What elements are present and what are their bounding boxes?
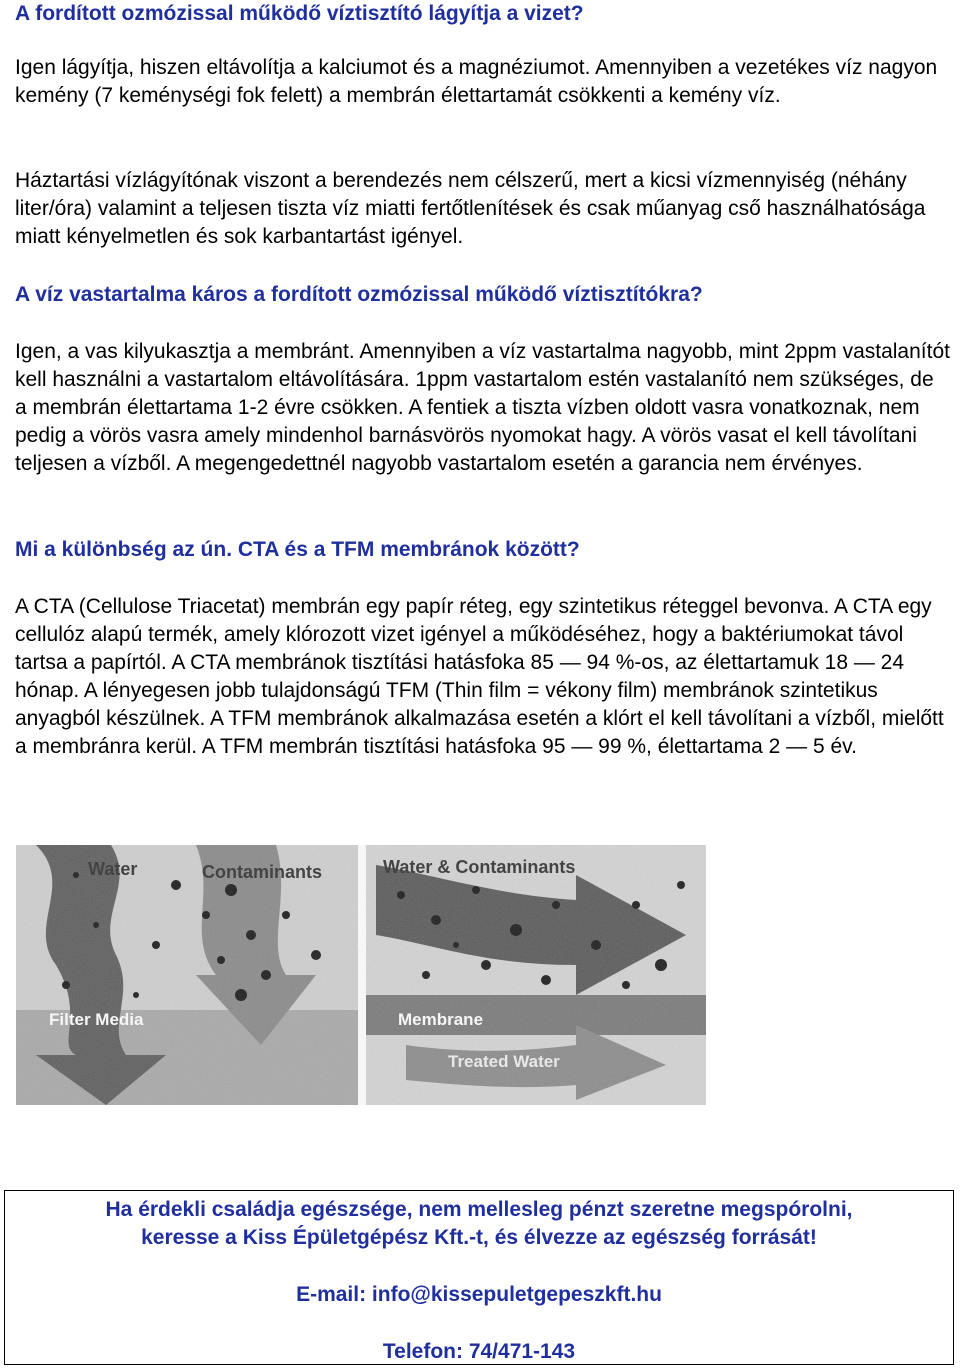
answer-1b: Háztartási vízlágyítónak viszont a berendezés nem célszerű, mert a kicsi vízmennyiség (néhány liter/óra) valamint a teljesen tiszta víz miatti fertőtlenítések és csak műanyag cső használhatósága miatt kényelmetlen és sok karbantartást igényel.: [15, 169, 926, 248]
filter-vs-membrane-figure: [16, 845, 706, 1105]
answer-1: Igen lágyítja, hiszen eltávolítja a kalciumot és a magnéziumot. Amennyiben a vezetékes víz nagyon kemény (7 keménységi fok felett) a membrán élettartamát csökkenti a kemény víz.: [15, 56, 938, 107]
footer-phone: Telefon: 74/471-143: [382, 1340, 576, 1363]
question-1: A fordított ozmózissal működő víztisztító lágyítja a vizet?: [15, 2, 584, 25]
footer-email[interactable]: E-mail: info@kissepuletgepeszkft.hu: [296, 1283, 662, 1306]
footer-line-1: Ha érdekli családja egészsége, nem mellesleg pénzt szeretne megspórolni,: [105, 1198, 853, 1221]
answer-2: Igen, a vas kilyukasztja a membránt. Amennyiben a víz vastartalma nagyobb, mint 2ppm vastalanítót kell használni a vastartalom eltávolítására. 1ppm vastartalom estén vastalanító nem szükséges, de a membrán élettartama 1-2 évre csökken. A fentiek a tiszta vízben oldott vasra vonatkoznak, nem pedig a vörös vasra amely mindenhol barnásvörös nyomokat hagy. A vörös vasat el kell távolítani teljesen a vízből. A megengedettnél nagyobb vastartalom esetén a garancia nem érvényes.: [15, 340, 950, 475]
answer-3: A CTA (Cellulose Triacetat) membrán egy papír réteg, egy szintetikus réteggel bevonva. A CTA egy cellulóz alapú termék, amely klórozott vizet igényel a működéséhez, hogy a baktériumokat távol tartsa a papírtól. A CTA membránok tisztítási hatásfoka 85 — 94 %-os, az élettartamuk 18 — 24 hónap. A lényegesen jobb tulajdonságú TFM (Thin film = vékony film) membránok szintetikus anyagból készülnek. A TFM membránok alkalmazása esetén a klórt el kell távolítani a vízből, mielőtt a membránra kerül. A TFM membrán tisztítási hatásfoka 95 — 99 %, élettartama 2 — 5 év.: [15, 595, 944, 758]
contact-box: [4, 1190, 954, 1365]
question-2: A víz vastartalma káros a fordított ozmózissal működő víztisztítókra?: [15, 283, 703, 306]
question-3: Mi a különbség az ún. CTA és a TFM membránok között?: [15, 538, 580, 561]
footer-line-2: keresse a Kiss Épületgépész Kft.-t, és élvezze az egészség forrását!: [141, 1226, 817, 1249]
